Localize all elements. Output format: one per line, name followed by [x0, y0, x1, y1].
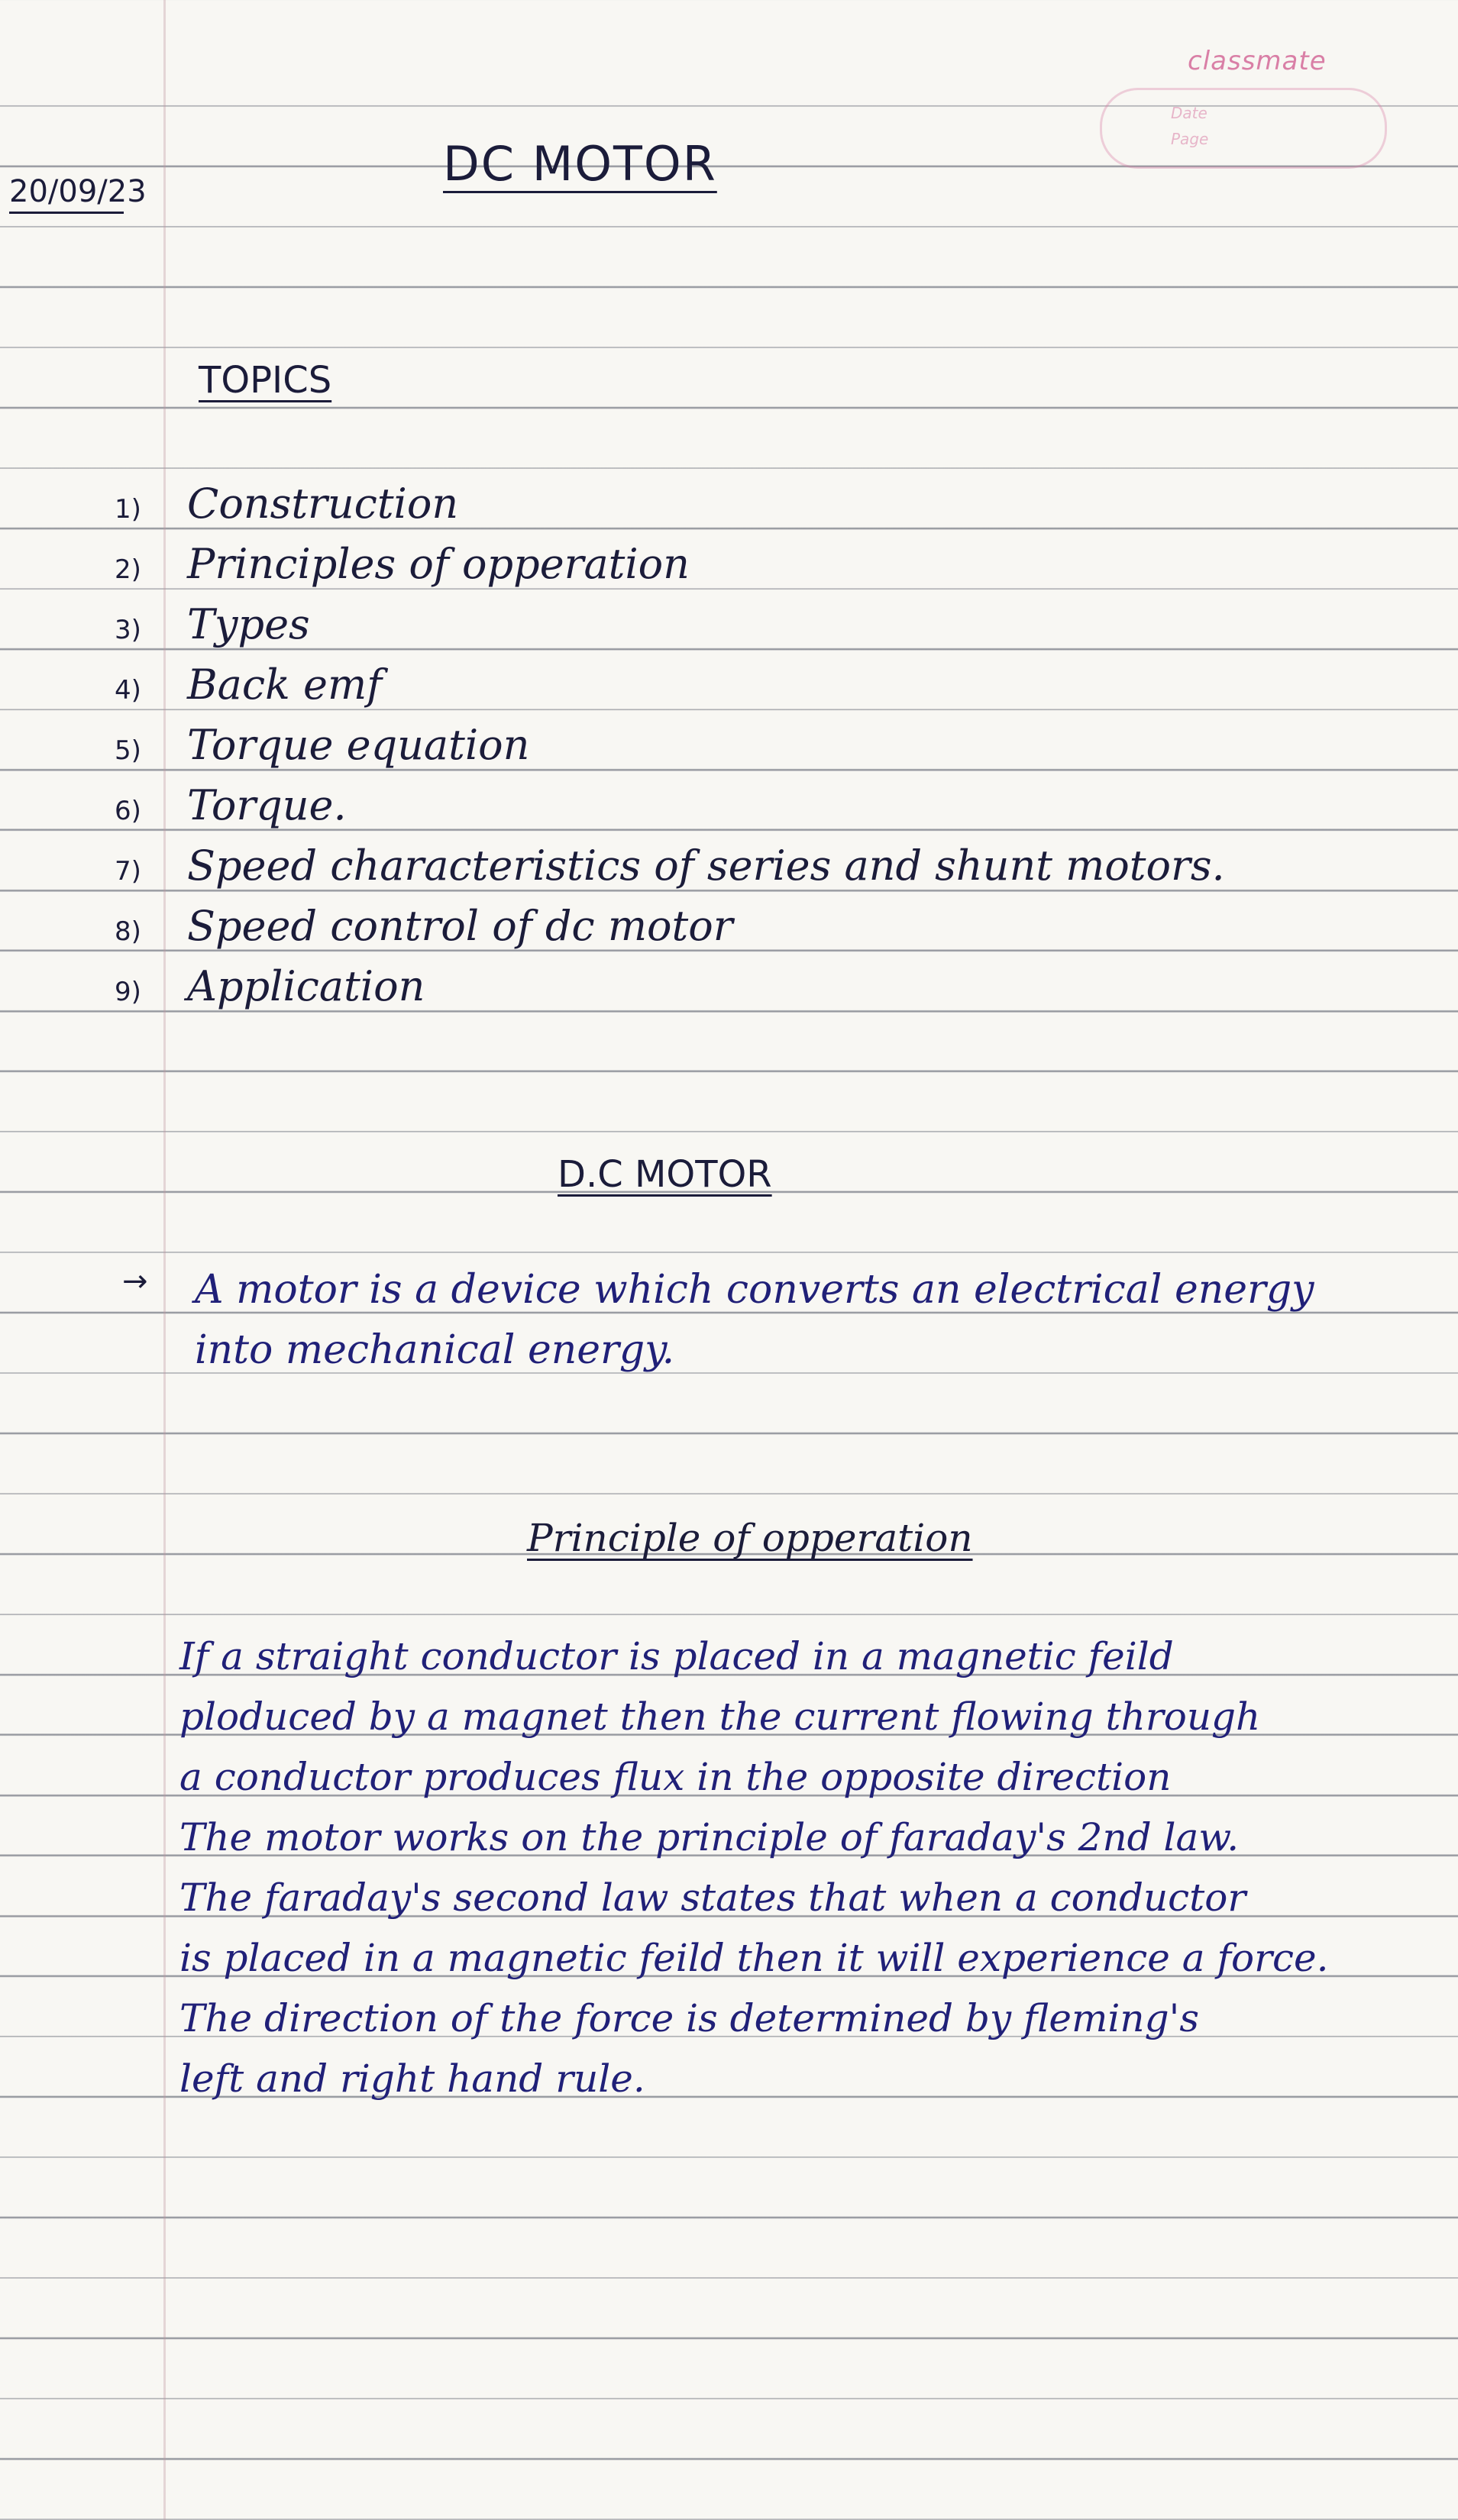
principle-heading: Principle of opperation	[527, 1516, 973, 1560]
paragraph-line: left and right hand rule.	[179, 2056, 645, 2101]
paragraph-line: The faraday's second law states that when a conductor	[179, 1875, 1246, 1920]
list-item: 6) Torque.	[115, 781, 347, 829]
topics-list	[115, 473, 1225, 1016]
page-field-label: Page	[1171, 130, 1209, 148]
topics-heading: TOPICS	[199, 359, 332, 402]
paragraph-line: The direction of the force is determined by fleming's	[179, 1996, 1200, 2040]
paragraph-line: If a straight conductor is placed in a magnetic feild	[179, 1634, 1174, 1678]
page-title: DC MOTOR	[443, 136, 717, 192]
arrow-icon: →	[122, 1264, 148, 1299]
paragraph-line: is placed in a magnetic feild then it will experience a force.	[179, 1936, 1329, 1980]
list-item: 2) Principles of opperation	[115, 540, 690, 588]
definition-line: into mechanical energy.	[195, 1327, 675, 1373]
note-date	[9, 174, 147, 209]
principle-paragraph	[179, 1627, 1329, 2109]
list-item: 7) Speed characteristics of series and shunt motors.	[115, 842, 1225, 890]
note-date-text: 20/09/23	[9, 174, 147, 209]
dc-motor-definition	[195, 1260, 1314, 1381]
list-item: 4) Back emf	[115, 661, 383, 709]
paragraph-line: a conductor produces flux in the opposite direction	[179, 1755, 1172, 1799]
brand-logo: classmate	[1188, 46, 1327, 76]
definition-line: A motor is a device which converts an electrical energy	[195, 1267, 1314, 1313]
list-item: 1) Construction	[115, 480, 459, 528]
list-item: 9) Application	[115, 962, 425, 1010]
date-field-label: Date	[1171, 104, 1207, 122]
paragraph-line: ploduced by a magnet then the current flowing through	[179, 1695, 1261, 1739]
paragraph-line: The motor works on the principle of faraday's 2nd law.	[179, 1815, 1240, 1859]
date-page-box	[1100, 88, 1387, 169]
dc-motor-heading: D.C MOTOR	[558, 1153, 772, 1196]
list-item: 3) Types	[115, 600, 310, 648]
list-item: 8) Speed control of dc motor	[115, 902, 733, 950]
list-item: 5) Torque equation	[115, 721, 530, 769]
date-underline	[9, 212, 124, 214]
